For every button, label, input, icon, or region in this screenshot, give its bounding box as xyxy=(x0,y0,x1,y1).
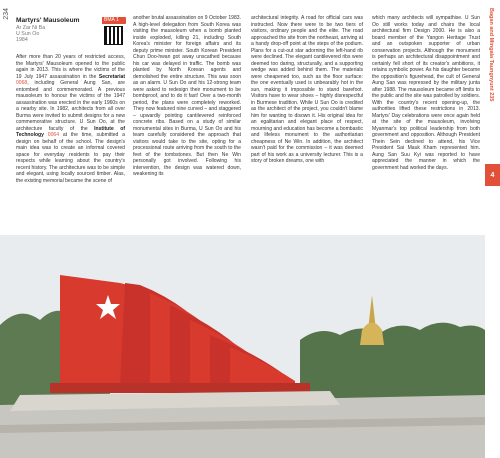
body-text: architectural integrity. A road for official cars was instructed. Now there were to be two tiers of visitors, ordinary people and the elite. The road approached the site from the northeast, arriving at a handy drop-off point at the steps of the podium. Plans for a cut-out star adorning the left-hand rib were declined. The elegant cantilevered ribs were deemed too daring, structurally, and a supporting wedge was added behind them. The materials were cheapened too, such as the floor surface: the one eventually used is unbearably hot in the sun, making it impossible to stand barefoot. Visitors have to wear shoes – highly disrespectful in Burmese tradition. While U Sun Oo is credited as the architect of the project, you couldn't blame him for wanting to disown it. His original idea for an egalitarian and elegant place of respect, mourning and education has become a bombastic and lifeless monument to the authoritarian cheapness of Ne Win. In addition, the architect wasn't paid for the commission – it was deemed part of his work as a university lecturer. This is a story of broken dreams, one with xyxy=(251,15,363,165)
text-column-1 xyxy=(16,54,125,184)
body-text: After more than 20 years of restricted access, the Martyrs' Mausoleum opened to the public again in 2013. This is where the victims of the 19 July 1947 assassination in the xyxy=(16,54,125,80)
cross-ref-institute[interactable]: Institute of Technology xyxy=(16,125,125,139)
body-text: another brutal assassination on 9 October 1983. A high-level delegation from South Korea was visiting the mausoleum when a bomb planted inside exploded, killing 21, including South Korea's minister for foreign affairs and its deputy prime minister. South Korean President Chun Doo-hwan got away unscathed because his car was delayed in traffic. The bomb was planted by North Korean agents and demolished the entire structure. This was soon as an alarm. U Sun Oo and his 12-strong team were asked to redesign their monument to be bombproof, and to do it fast! Over a two-month period, the plans were completely reworked. They now featured nine curved – and staggered – upwardly pointing cantilevered reinforced concrete ribs. Based on a study of similar monumental sites in Burma, U Sun Oo and his team carefully considered the approach that visitors would take to the site, opting for a processional route arriving from the south to the feet of the tombstones. But then Ne Win personally got involved. Following his intervention, the design was watered down, weakening its xyxy=(133,15,241,178)
entry-title: Martyrs' Mausoleum xyxy=(16,17,80,24)
body-text: , including General Aung San, are entombed and commemorated. A previous mausoleum to honour the victims of the 1947 assassination was erected in the early 1960s on a nearby site. In 1982, architects from all over Burma were invited to submit designs for a new commemorative structure. U Sun Oo, at the architecture faculty of the xyxy=(16,80,125,132)
text-column-2 xyxy=(133,15,241,178)
entry-architect: U Sun Oo xyxy=(16,31,40,38)
location-marker-icon xyxy=(119,17,126,24)
body-text: which many architects will sympathise. U Sun Oo still works today and chairs the local architectural firm Design 2000. He is also a board member of the Yangon Heritage Trust and an outspoken supporter of urban conservation projects. Although the monument is perhaps an architectural disappointment and certainly fell short of its creator's ambitions, it retains symbolic power. As his daughter became the opposition's figurehead, the cult of General Aung San was repressed by the military junta after 1988. The mausoleum became off limits to the public and the site was patrolled by soldiers. With the country's recent opening-up, the authorities lifted these restrictions in 2013. Martyrs' Day celebrations were once again held at the site of the mausoleum, involving Myanmar's top political leadership from both government and opposition. Although President Thein Sein declined to attend, his Vice President Sai Mauk Kham represented him. Aung San Suu Kyi was reported to have appreciated the manner in which the government had worked the days. xyxy=(372,15,481,171)
qr-code-icon xyxy=(104,26,123,45)
page-number: 234 xyxy=(3,8,10,20)
cross-ref-code: 0064 xyxy=(43,132,60,139)
entry-badge: BMA 1 xyxy=(104,17,119,23)
cross-ref-secretariat[interactable]: Secretariat xyxy=(98,73,125,80)
entry-burmese-name: Ar Zar Ni Ba xyxy=(16,25,46,31)
mausoleum-photo xyxy=(0,235,485,458)
entry-year: 1984 xyxy=(16,37,28,44)
text-column-3 xyxy=(251,15,363,165)
body-text: at the time, submitted a design on behalf of the school. The design's main idea was to create an informal covered space for everyday residents to pay their respects while learning about the country's recent history. The architecture was to be simple and elegant, using locally sourced timber. Alas, the existing memorial became the scene of xyxy=(16,132,125,184)
chapter-sidebar xyxy=(485,0,500,458)
photo-illustration xyxy=(0,235,485,458)
text-column-4 xyxy=(372,15,480,171)
entry-header xyxy=(16,17,96,44)
chapter-tab[interactable]: 4 xyxy=(485,164,500,186)
cross-ref-code: 0068 xyxy=(16,80,28,87)
chapter-label: Bagan and Mingala Taungnyunt 235 xyxy=(488,8,494,102)
podium-edge xyxy=(50,383,310,393)
